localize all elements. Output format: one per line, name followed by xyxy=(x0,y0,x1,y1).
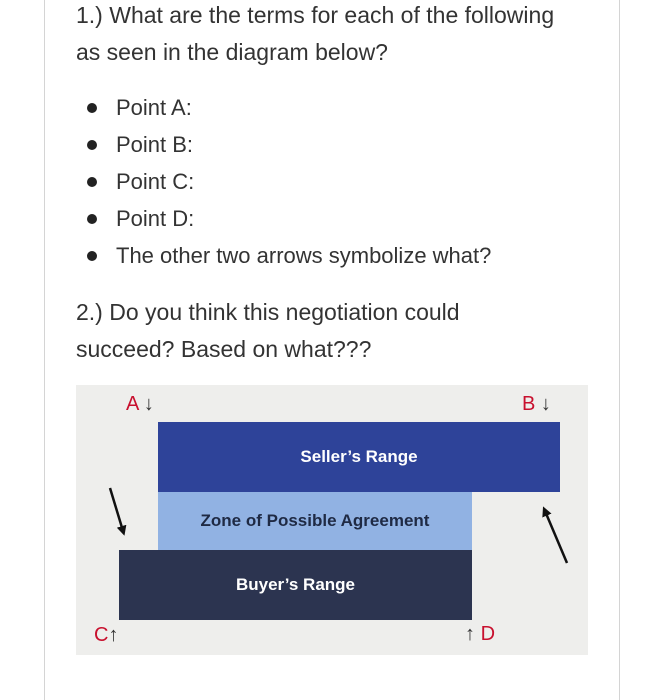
arrow-up-icon: ↑ xyxy=(108,624,119,646)
point-b-label: B xyxy=(522,393,536,415)
question-1 xyxy=(76,0,606,71)
list-item-text: The other two arrows symbolize what? xyxy=(116,243,492,268)
list-item xyxy=(76,126,491,163)
zopa-diagram xyxy=(76,385,588,655)
bullet-icon xyxy=(87,140,97,150)
diagonal-arrows xyxy=(76,385,588,655)
point-c-label: C xyxy=(94,624,109,646)
list-item-text: Point D: xyxy=(116,206,195,231)
bullet-icon xyxy=(87,103,97,113)
point-list xyxy=(76,89,491,274)
bullet-icon xyxy=(87,177,97,187)
card-border-left xyxy=(44,0,45,700)
list-item xyxy=(76,237,491,274)
card-border-right xyxy=(619,0,620,700)
right-diagonal-arrow-icon xyxy=(545,511,567,563)
point-a-label: A xyxy=(126,393,139,415)
question-1-line-2: as seen in the diagram below? xyxy=(76,39,388,65)
zopa-label: Zone of Possible Agreement xyxy=(200,511,430,530)
list-item-text: Point A: xyxy=(116,95,192,120)
question-2-line-1: 2.) Do you think this negotiation could xyxy=(76,299,460,325)
list-item-text: Point C: xyxy=(116,169,195,194)
arrow-down-icon: ↓ xyxy=(540,393,551,415)
question-2 xyxy=(76,294,606,368)
buyer-range-label: Buyer’s Range xyxy=(235,575,356,594)
question-1-line-1: 1.) What are the terms for each of the following xyxy=(76,2,555,28)
seller-range-label: Seller’s Range xyxy=(300,447,418,466)
bullet-icon xyxy=(87,214,97,224)
list-item xyxy=(76,89,491,126)
list-item xyxy=(76,200,491,237)
list-item xyxy=(76,163,491,200)
arrow-down-icon: ↓ xyxy=(143,393,154,415)
point-d-label: D xyxy=(480,623,496,645)
left-diagonal-arrow-icon xyxy=(110,488,123,531)
list-item-text: Point B: xyxy=(116,132,194,157)
bullet-icon xyxy=(87,251,97,261)
arrow-up-icon: ↑ xyxy=(465,623,475,645)
question-2-line-2: succeed? Based on what??? xyxy=(76,336,372,362)
